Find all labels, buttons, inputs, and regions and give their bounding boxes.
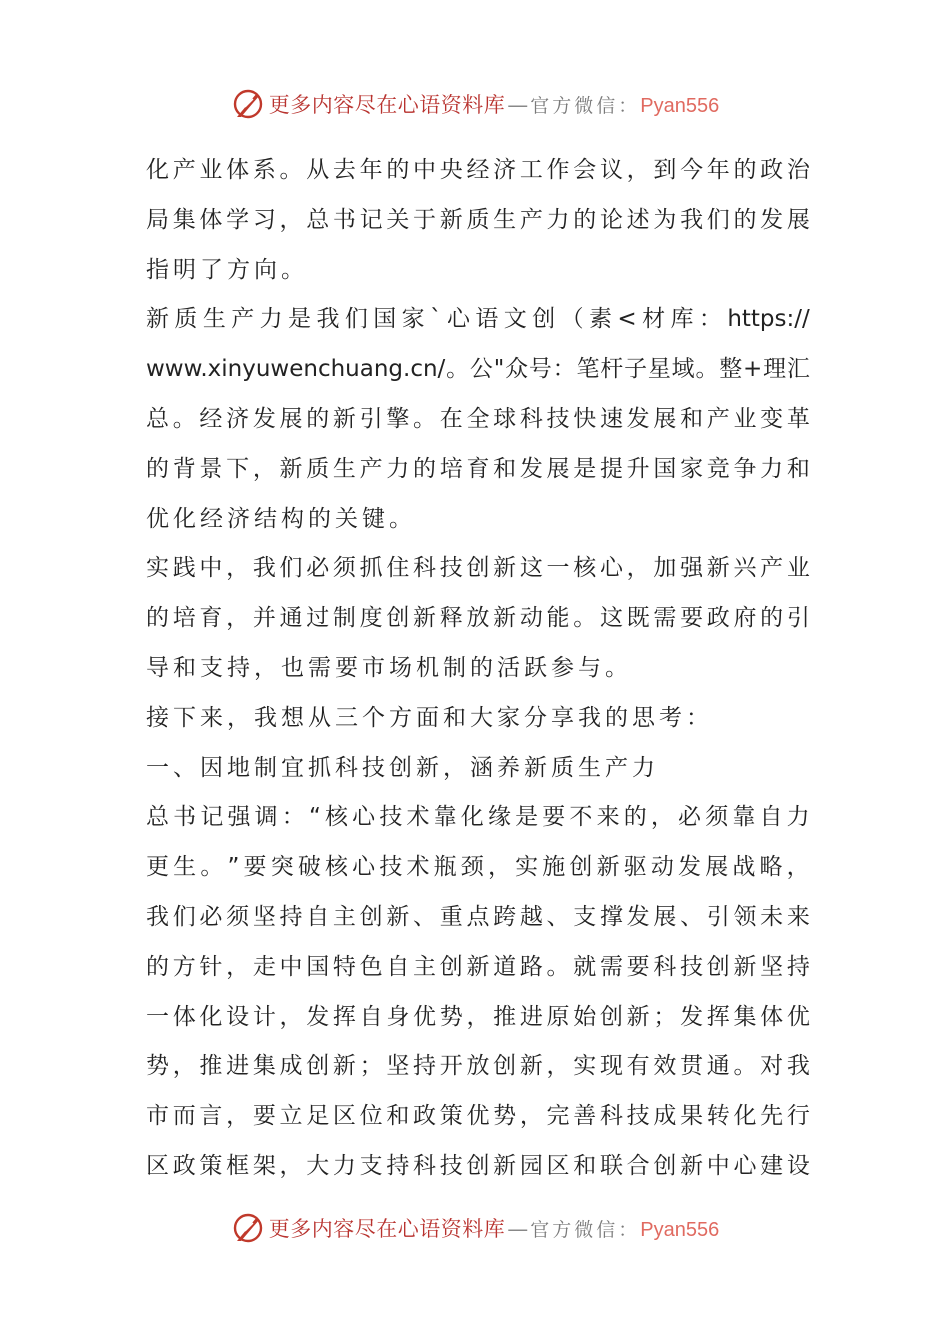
section-heading: 一、因地制宜抓科技创新，涵养新质生产力 xyxy=(146,754,659,781)
text-line: 更 生 。 ” 要 突 破 核 心 技 术 瓶 颈 ， 实 施 创 新 驱 动 发 展 战 略 ， xyxy=(146,854,810,881)
text-line: 化 产 业 体 系 。 从 去 年 的 中 央 经 济 工 作 会 议 ， 到 今 年 的 政 治 xyxy=(146,157,810,183)
text-line: 一 体 化 设 计 ， 发 挥 自 身 优 势 ， 推 进 原 始 创 新 ； 发 挥 集 体 优 xyxy=(146,1003,810,1030)
text-line: 优化经济结构的关键。 xyxy=(146,505,416,532)
text-line: 的 背 景 下 ， 新 质 生 产 力 的 培 育 和 发 展 是 提 升 国 家 竞 争 力 和 xyxy=(146,455,810,482)
text-line: 总 书 记 强 调 ： “ 核 心 技 术 靠 化 缘 是 要 不 来 的 ， 必 须 靠 自 力 xyxy=(146,804,810,831)
document-body xyxy=(146,146,810,1192)
header-watermark-banner xyxy=(0,84,950,124)
banner-wechat-label: 官方微信： xyxy=(530,95,641,117)
text-line: 的 方 针 ， 走 中 国 特 色 自 主 创 新 道 路 。 就 需 要 科 技 创 新 坚 持 xyxy=(146,953,810,980)
section-intro-line: 接下来，我想从三个方面和大家分享我的思考： xyxy=(146,704,713,731)
banner-wechat-label: 官方微信： xyxy=(530,1219,641,1241)
text-line: 市 而 言 ， 要 立 足 区 位 和 政 策 优 势 ， 完 善 科 技 成 果 转 化 先 行 xyxy=(146,1103,810,1130)
text-line: 局 集 体 学 习 ， 总 书 记 关 于 新 质 生 产 力 的 论 述 为 我 们 的 发 展 xyxy=(146,206,810,233)
text-line: 导和支持，也需要市场机制的活跃参与。 xyxy=(146,654,632,681)
text-line: 总 。 经 济 发 展 的 新 引 擎 。 在 全 球 科 技 快 速 发 展 和 产 业 变 革 xyxy=(146,405,810,432)
banner-main-text: 更多内容尽在心语资料库 xyxy=(268,93,506,117)
quill-logo-icon xyxy=(231,1211,265,1245)
text-line: 的 培 育 ， 并 通 过 制 度 创 新 释 放 新 动 能 。 这 既 需 要 政 府 的 引 xyxy=(146,605,810,632)
text-line: 实 践 中 ， 我 们 必 须 抓 住 科 技 创 新 这 一 核 心 ， 加 强 新 兴 产 业 xyxy=(146,555,810,582)
text-line: www.xinyuwenchuang.cn/ 。 公 " 众 号 ： 笔 杆 子 星 域 。 整 + 理 汇 xyxy=(146,356,810,383)
banner-dash: — xyxy=(507,93,529,117)
text-line: 指明了方向。 xyxy=(146,256,308,283)
banner-wechat-id: Pyan556 xyxy=(640,95,720,117)
text-line: 区 政 策 框 架 ， 大 力 支 持 科 技 创 新 园 区 和 联 合 创 新 中 心 建 设 xyxy=(146,1152,810,1179)
quill-logo-icon xyxy=(231,87,265,121)
footer-watermark-banner xyxy=(0,1208,950,1248)
banner-main-text: 更多内容尽在心语资料库 xyxy=(268,1217,506,1241)
banner-dash: — xyxy=(507,1217,529,1241)
text-line: 我 们 必 须 坚 持 自 主 创 新 、 重 点 跨 越 、 支 撑 发 展 、 引 领 未 来 xyxy=(146,903,810,930)
banner-wechat-id: Pyan556 xyxy=(640,1219,720,1241)
text-line: 势 ， 推 进 集 成 创 新 ； 坚 持 开 放 创 新 ， 实 现 有 效 贯 通 。 对 我 xyxy=(146,1053,810,1080)
text-line: 新 质 生 产 力 是 我 们 国 家 ` 心 语 文 创 （ 素 < 材 库 ： https:// xyxy=(146,306,810,333)
